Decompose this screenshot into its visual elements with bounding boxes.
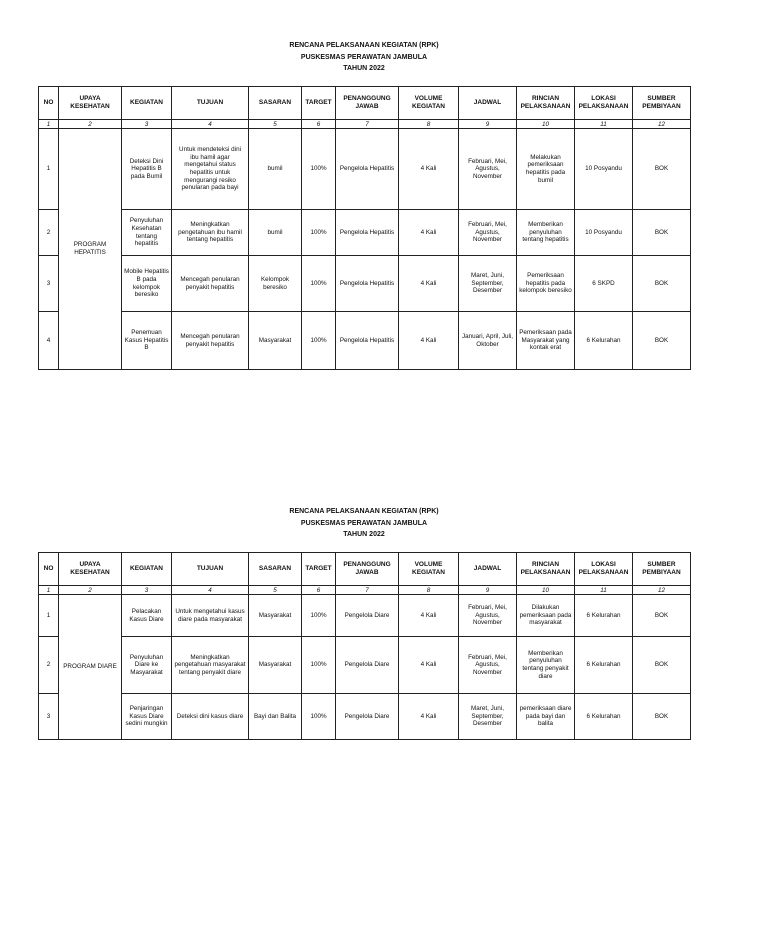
table-row bbox=[39, 694, 691, 740]
cell-lokasi: 6 Kelurahan bbox=[575, 595, 633, 637]
cell-sasaran: Masyarakat bbox=[249, 637, 302, 694]
cell-no: 1 bbox=[39, 595, 59, 637]
document-title: RENCANA PELAKSANAAN KEGIATAN (RPK) bbox=[289, 508, 439, 515]
cell-jadwal: Februari, Mei, Agustus, November bbox=[459, 129, 517, 210]
cell-penanggung: Pengelola Hepatitis bbox=[336, 312, 399, 370]
column-number: 6 bbox=[302, 586, 336, 595]
column-number: 5 bbox=[249, 120, 302, 129]
header-target: TARGET bbox=[302, 553, 336, 586]
cell-tujuan: Untuk mengetahui kasus diare pada masyarakat bbox=[172, 595, 249, 637]
cell-tujuan: Deteksi dini kasus diare bbox=[172, 694, 249, 740]
cell-no: 1 bbox=[39, 129, 59, 210]
column-number: 3 bbox=[122, 120, 172, 129]
cell-volume: 4 Kali bbox=[399, 210, 459, 256]
cell-sumber: BOK bbox=[633, 595, 691, 637]
header-lokasi: LOKASI PELAKSANAAN bbox=[575, 87, 633, 120]
cell-program: PROGRAM HEPATITIS bbox=[59, 129, 122, 370]
cell-penanggung: Pengelola Diare bbox=[336, 694, 399, 740]
cell-lokasi: 6 Kelurahan bbox=[575, 694, 633, 740]
document-subtitle: PUSKESMAS PERAWATAN JAMBULA bbox=[300, 53, 428, 61]
cell-penanggung: Pengelola Diare bbox=[336, 595, 399, 637]
header-penanggung: PENANGGUNG JAWAB bbox=[336, 553, 399, 586]
rpk-diare-section bbox=[38, 506, 691, 740]
header-rincian: RINCIAN PELAKSANAAN bbox=[517, 553, 575, 586]
cell-sumber: BOK bbox=[633, 210, 691, 256]
cell-kegiatan: Penjaringan Kasus Diare sedini mungkin bbox=[122, 694, 172, 740]
rpk-hepatitis-section bbox=[38, 40, 691, 370]
header-tujuan: TUJUAN bbox=[172, 87, 249, 120]
header-no: NO bbox=[39, 553, 59, 586]
column-number-row bbox=[39, 120, 691, 129]
cell-no: 3 bbox=[39, 256, 59, 312]
column-number: 1 bbox=[39, 120, 59, 129]
column-number: 10 bbox=[517, 586, 575, 595]
cell-sumber: BOK bbox=[633, 256, 691, 312]
rpk-table-hepatitis bbox=[38, 86, 691, 370]
cell-sumber: BOK bbox=[633, 312, 691, 370]
cell-target: 100% bbox=[302, 129, 336, 210]
cell-sasaran: Masyarakat bbox=[249, 312, 302, 370]
header-row bbox=[39, 553, 691, 586]
header-sumber: SUMBER PEMBIYAAN bbox=[633, 553, 691, 586]
cell-penanggung: Pengelola Hepatitis bbox=[336, 210, 399, 256]
column-number: 2 bbox=[59, 586, 122, 595]
cell-sasaran: Bayi dan Balita bbox=[249, 694, 302, 740]
cell-kegiatan: Penemuan Kasus Hepatitis B bbox=[122, 312, 172, 370]
column-number: 11 bbox=[575, 586, 633, 595]
cell-jadwal: Maret, Juni, September, Desember bbox=[459, 694, 517, 740]
table-row bbox=[39, 256, 691, 312]
column-number-row bbox=[39, 586, 691, 595]
column-number: 11 bbox=[575, 120, 633, 129]
table-row bbox=[39, 312, 691, 370]
header-penanggung: PENANGGUNG JAWAB bbox=[336, 87, 399, 120]
cell-volume: 4 Kali bbox=[399, 694, 459, 740]
column-number: 4 bbox=[172, 120, 249, 129]
cell-sumber: BOK bbox=[633, 129, 691, 210]
column-number: 7 bbox=[336, 586, 399, 595]
cell-volume: 4 Kali bbox=[399, 312, 459, 370]
cell-jadwal: Februari, Mei, Agustus, November bbox=[459, 637, 517, 694]
header-sasaran: SASARAN bbox=[249, 553, 302, 586]
cell-jadwal: Januari, April, Juli, Oktober bbox=[459, 312, 517, 370]
cell-volume: 4 Kali bbox=[399, 129, 459, 210]
cell-penanggung: Pengelola Hepatitis bbox=[336, 256, 399, 312]
cell-rincian: pemeriksaan diare pada bayi dan balita bbox=[517, 694, 575, 740]
cell-tujuan: Meningkatkan pengetahuan ibu hamil tentang hepatitis bbox=[172, 210, 249, 256]
cell-penanggung: Pengelola Diare bbox=[336, 637, 399, 694]
column-number: 2 bbox=[59, 120, 122, 129]
cell-sumber: BOK bbox=[633, 694, 691, 740]
cell-rincian: Memberikan penyuluhan tentang hepatitis bbox=[517, 210, 575, 256]
cell-no: 2 bbox=[39, 637, 59, 694]
column-number: 5 bbox=[249, 586, 302, 595]
cell-jadwal: Maret, Juni, September, Desember bbox=[459, 256, 517, 312]
column-number: 12 bbox=[633, 120, 691, 129]
header-no: NO bbox=[39, 87, 59, 120]
header-rincian: RINCIAN PELAKSANAAN bbox=[517, 87, 575, 120]
cell-volume: 4 Kali bbox=[399, 256, 459, 312]
header-upaya: UPAYA KESEHATAN bbox=[59, 87, 122, 120]
cell-target: 100% bbox=[302, 312, 336, 370]
document-subtitle: PUSKESMAS PERAWATAN JAMBULA bbox=[300, 519, 428, 527]
cell-target: 100% bbox=[302, 694, 336, 740]
cell-lokasi: 6 Kelurahan bbox=[575, 312, 633, 370]
header-kegiatan: KEGIATAN bbox=[122, 87, 172, 120]
document-title: RENCANA PELAKSANAAN KEGIATAN (RPK) bbox=[289, 42, 439, 49]
cell-kegiatan: Penyuluhan Diare ke Masyarakat bbox=[122, 637, 172, 694]
cell-program: PROGRAM DIARE bbox=[59, 595, 122, 740]
header-lokasi: LOKASI PELAKSANAAN bbox=[575, 553, 633, 586]
header-jadwal: JADWAL bbox=[459, 87, 517, 120]
cell-tujuan: Mencegah penularan penyakit hepatitis bbox=[172, 312, 249, 370]
column-number: 8 bbox=[399, 120, 459, 129]
header-tujuan: TUJUAN bbox=[172, 553, 249, 586]
cell-rincian: Pemeriksaan hepatitis pada kelompok beresiko bbox=[517, 256, 575, 312]
cell-lokasi: 6 Kelurahan bbox=[575, 637, 633, 694]
cell-rincian: Dilakukan pemeriksaan pada masyarakat bbox=[517, 595, 575, 637]
cell-jadwal: Februari, Mei, Agustus, November bbox=[459, 210, 517, 256]
column-number: 9 bbox=[459, 120, 517, 129]
document-title-block bbox=[38, 506, 691, 552]
column-number: 3 bbox=[122, 586, 172, 595]
column-number: 8 bbox=[399, 586, 459, 595]
table-row bbox=[39, 210, 691, 256]
column-number: 1 bbox=[39, 586, 59, 595]
cell-no: 2 bbox=[39, 210, 59, 256]
cell-rincian: Pemeriksaan pada Masyarakat yang kontak erat bbox=[517, 312, 575, 370]
cell-sasaran: bumil bbox=[249, 210, 302, 256]
table-row bbox=[39, 595, 691, 637]
cell-rincian: Melakukan pemeriksaan hepatitis pada bumil bbox=[517, 129, 575, 210]
cell-tujuan: Mencegah penularan penyakit hepatitis bbox=[172, 256, 249, 312]
cell-target: 100% bbox=[302, 256, 336, 312]
cell-kegiatan: Pelacakan Kasus Diare bbox=[122, 595, 172, 637]
header-row bbox=[39, 87, 691, 120]
table-row bbox=[39, 129, 691, 210]
cell-volume: 4 Kali bbox=[399, 637, 459, 694]
cell-no: 4 bbox=[39, 312, 59, 370]
cell-target: 100% bbox=[302, 595, 336, 637]
column-number: 10 bbox=[517, 120, 575, 129]
column-number: 7 bbox=[336, 120, 399, 129]
cell-lokasi: 10 Posyandu bbox=[575, 210, 633, 256]
cell-kegiatan: Penyuluhan Kesehatan tentang hepatitis bbox=[122, 210, 172, 256]
header-upaya: UPAYA KESEHATAN bbox=[59, 553, 122, 586]
cell-kegiatan: Deteksi Dini Hepatitis B pada Bumil bbox=[122, 129, 172, 210]
column-number: 6 bbox=[302, 120, 336, 129]
header-sumber: SUMBER PEMBIYAAN bbox=[633, 87, 691, 120]
rpk-table-diare bbox=[38, 552, 691, 740]
cell-volume: 4 Kali bbox=[399, 595, 459, 637]
header-volume: VOLUME KEGIATAN bbox=[399, 87, 459, 120]
column-number: 9 bbox=[459, 586, 517, 595]
cell-sasaran: Masyarakat bbox=[249, 595, 302, 637]
header-sasaran: SASARAN bbox=[249, 87, 302, 120]
column-number: 4 bbox=[172, 586, 249, 595]
column-number: 12 bbox=[633, 586, 691, 595]
cell-target: 100% bbox=[302, 637, 336, 694]
cell-sasaran: Kelompok beresiko bbox=[249, 256, 302, 312]
cell-kegiatan: Mobile Hepatitis B pada kelompok beresiko bbox=[122, 256, 172, 312]
cell-sasaran: bumil bbox=[249, 129, 302, 210]
cell-lokasi: 10 Posyandu bbox=[575, 129, 633, 210]
cell-tujuan: Untuk mendeteksi dini ibu hamil agar mengetahui status hepatitis untuk mengurangi resiko penularan pada bayi bbox=[172, 129, 249, 210]
header-kegiatan: KEGIATAN bbox=[122, 553, 172, 586]
cell-tujuan: Meningkatkan pengetahuan masyarakat tentang penyakit diare bbox=[172, 637, 249, 694]
document-year: TAHUN 2022 bbox=[343, 531, 385, 538]
cell-no: 3 bbox=[39, 694, 59, 740]
cell-jadwal: Februari, Mei, Agustus, November bbox=[459, 595, 517, 637]
header-target: TARGET bbox=[302, 87, 336, 120]
document-title-block bbox=[38, 40, 691, 86]
cell-penanggung: Pengelola Hepatitis bbox=[336, 129, 399, 210]
cell-lokasi: 6 SKPD bbox=[575, 256, 633, 312]
cell-rincian: Memberikan penyuluhan tentang penyakit diare bbox=[517, 637, 575, 694]
cell-target: 100% bbox=[302, 210, 336, 256]
table-row bbox=[39, 637, 691, 694]
header-volume: VOLUME KEGIATAN bbox=[399, 553, 459, 586]
document-year: TAHUN 2022 bbox=[343, 65, 385, 72]
cell-sumber: BOK bbox=[633, 637, 691, 694]
header-jadwal: JADWAL bbox=[459, 553, 517, 586]
